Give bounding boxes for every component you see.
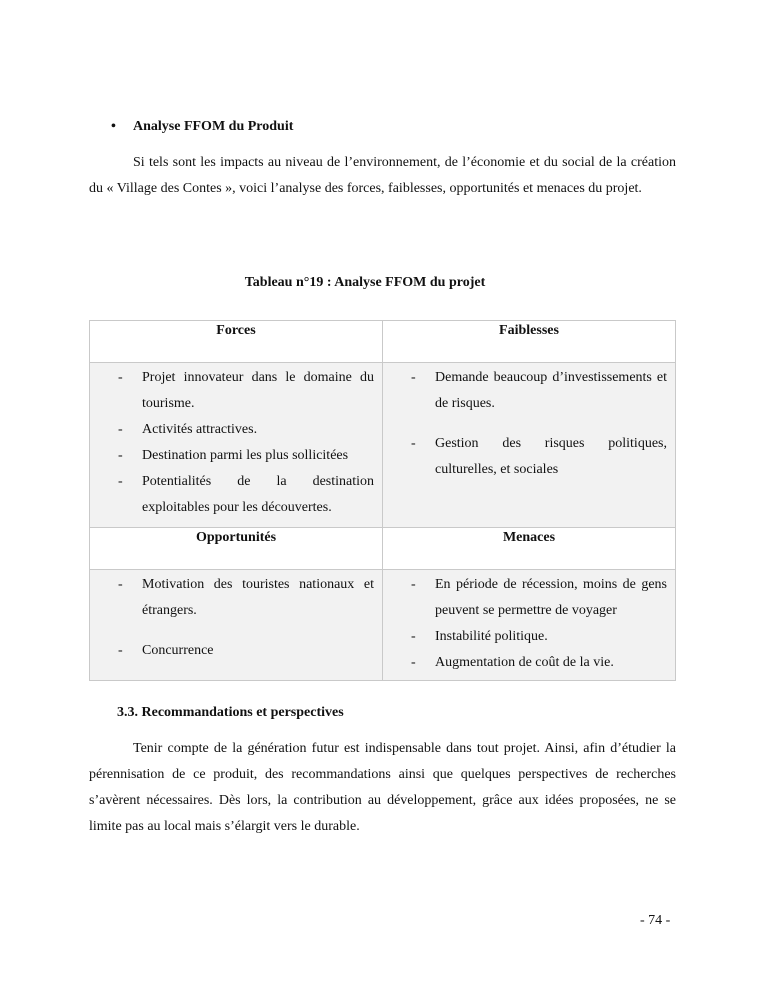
list-item: - Motivation des touristes nationaux et étrangers. — [98, 572, 374, 624]
list-item: - Augmentation de coût de la vie. — [391, 650, 667, 676]
bullet-icon: • — [111, 119, 116, 134]
list-item: - Concurrence — [98, 638, 374, 664]
forces-header: Forces — [90, 321, 383, 363]
menaces-header: Menaces — [383, 528, 676, 570]
list-item: - Potentialités de la destination exploitables pour les découvertes. — [98, 469, 374, 521]
menaces-cell — [383, 570, 676, 681]
ffom-table — [89, 320, 676, 681]
recommendations-text: Tenir compte de la génération futur est indispensable dans tout projet. Ainsi, afin d’étudier la pérennisation de ce produit, des recommandations ainsi que quelques perspectives de recherches s’avèrent nécessaires. Dès lors, la contribution au développement, grâce aux idées proposées, ne se limite pas au local mais s’élargit vers le durable. — [89, 741, 676, 834]
forces-cell — [90, 363, 383, 528]
list-item: - Destination parmi les plus sollicitées — [98, 443, 374, 469]
opportunites-cell — [90, 570, 383, 681]
faiblesses-cell — [383, 363, 676, 528]
page-number: - 74 - — [640, 913, 671, 928]
intro-text: Si tels sont les impacts au niveau de l’environnement, de l’économie et du social de la création du « Village des Contes », voici l’analyse des forces, faiblesses, opportunités et menaces du projet. — [89, 155, 676, 196]
opportunites-header: Opportunités — [90, 528, 383, 570]
table-caption: Tableau n°19 : Analyse FFOM du projet — [244, 275, 486, 290]
section-heading — [111, 119, 293, 135]
faiblesses-header: Faiblesses — [383, 321, 676, 363]
list-item: - Activités attractives. — [98, 417, 374, 443]
list-item: - Projet innovateur dans le domaine du tourisme. — [98, 365, 374, 417]
list-item: - Gestion des risques politiques, culturelles, et sociales — [391, 431, 667, 483]
recommendations-title: 3.3. Recommandations et perspectives — [117, 705, 344, 720]
intro-paragraph — [89, 150, 676, 202]
list-item: - Demande beaucoup d’investissements et de risques. — [391, 365, 667, 417]
list-item: - Instabilité politique. — [391, 624, 667, 650]
section-heading-text: Analyse FFOM du Produit — [133, 119, 294, 134]
list-item: - En période de récession, moins de gens peuvent se permettre de voyager — [391, 572, 667, 624]
recommendations-paragraph — [89, 736, 676, 840]
